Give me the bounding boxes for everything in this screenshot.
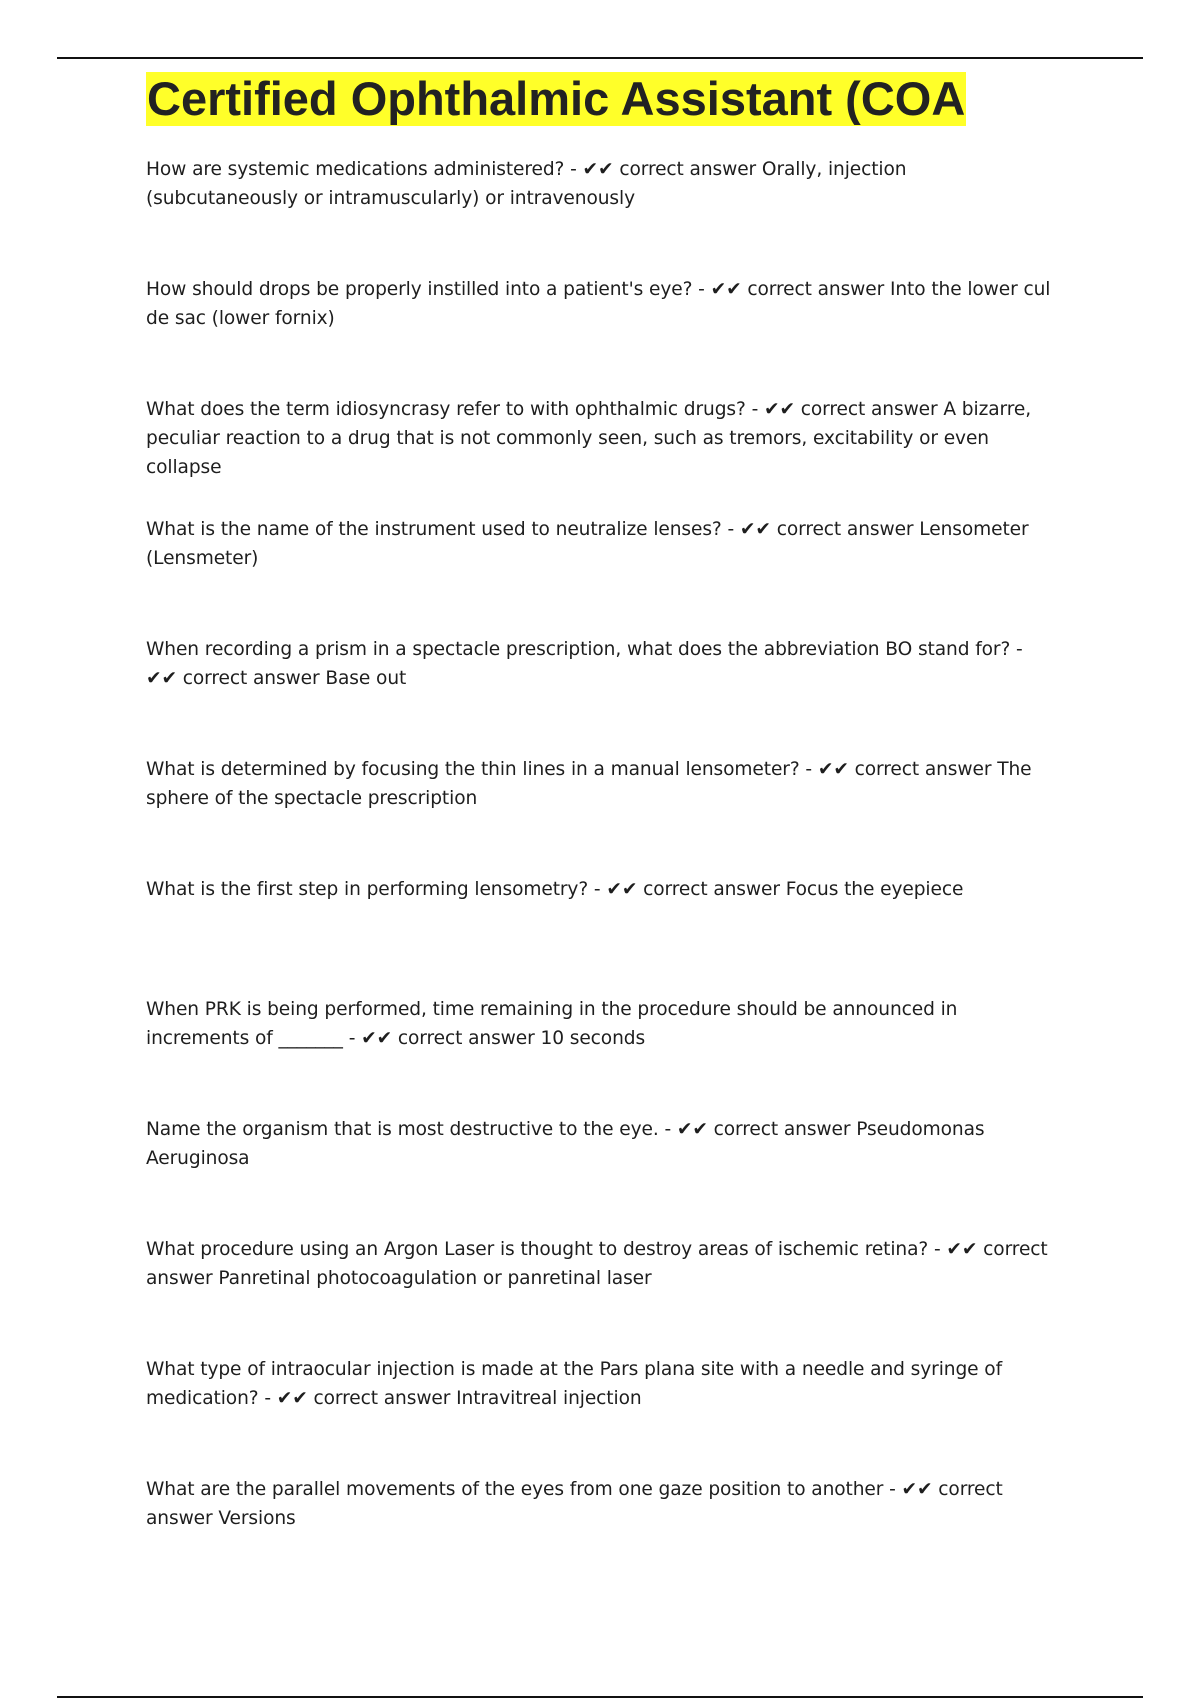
qa-item xyxy=(146,1475,1056,1595)
answer-text: Orally, injection (subcutaneously or intramuscularly) or intravenously xyxy=(146,159,907,209)
answer-separator: - ✔✔ correct answer xyxy=(258,1388,457,1409)
answer-text: Pseudomonas Aeruginosa xyxy=(146,1119,985,1169)
qa-item xyxy=(146,1235,1056,1355)
question-text: What is the first step in performing lensometry? xyxy=(146,879,589,900)
footer-rule xyxy=(57,1696,1143,1698)
title-block xyxy=(146,72,966,126)
qa-item xyxy=(146,395,1056,515)
answer-separator: - ✔✔ correct answer xyxy=(564,159,762,180)
answer-separator: - ✔✔ correct answer xyxy=(146,639,1023,689)
qa-item xyxy=(146,635,1056,755)
question-text: What is determined by focusing the thin lines in a manual lensometer? xyxy=(146,759,800,780)
qa-item xyxy=(146,995,1056,1115)
question-text: When PRK is being performed, time remaining in the procedure should be announced in increments of _______ xyxy=(146,999,958,1049)
answer-text: Lensometer (Lensmeter) xyxy=(146,519,1029,569)
question-text: What does the term idiosyncrasy refer to with ophthalmic drugs? xyxy=(146,399,746,420)
answer-text: The sphere of the spectacle prescription xyxy=(146,759,1032,809)
qa-item xyxy=(146,515,1056,635)
question-text: What type of intraocular injection is made at the Pars plana site with a needle and syringe of medication? xyxy=(146,1359,1003,1409)
question-text: When recording a prism in a spectacle prescription, what does the abbreviation BO stand for? xyxy=(146,639,1011,660)
question-text: Name the organism that is most destructive to the eye. xyxy=(146,1119,659,1140)
answer-text: Versions xyxy=(218,1508,296,1529)
question-text: What is the name of the instrument used to neutralize lenses? xyxy=(146,519,722,540)
answer-text: Into the lower cul de sac (lower fornix) xyxy=(146,279,1051,329)
qa-item xyxy=(146,875,1056,995)
answer-separator: - ✔✔ correct answer xyxy=(799,759,998,780)
answer-text: Panretinal photocoagulation or panretinal laser xyxy=(218,1268,652,1289)
answer-text: Focus the eyepiece xyxy=(785,879,964,900)
header-rule xyxy=(57,57,1143,59)
answer-separator: - ✔✔ correct answer xyxy=(146,1479,1003,1529)
answer-text: Intravitreal injection xyxy=(456,1388,642,1409)
answer-text: 10 seconds xyxy=(540,1028,646,1049)
question-text: What procedure using an Argon Laser is thought to destroy areas of ischemic retina? xyxy=(146,1239,929,1260)
answer-text: A bizarre, peculiar reaction to a drug that is not commonly seen, such as tremors, excitability or even collapse xyxy=(146,399,1032,478)
answer-text: Base out xyxy=(325,668,407,689)
answer-separator: - ✔✔ correct answer xyxy=(721,519,920,540)
qa-list xyxy=(146,155,1056,1595)
answer-separator: - ✔✔ correct answer xyxy=(342,1028,541,1049)
qa-item xyxy=(146,155,1056,275)
answer-separator: - ✔✔ correct answer xyxy=(146,1239,1048,1289)
qa-item xyxy=(146,1355,1056,1475)
question-text: What are the parallel movements of the eyes from one gaze position to another xyxy=(146,1479,884,1500)
qa-item xyxy=(146,755,1056,875)
answer-separator: - ✔✔ correct answer xyxy=(745,399,944,420)
qa-item xyxy=(146,1115,1056,1235)
question-text: How should drops be properly instilled into a patient's eye? xyxy=(146,279,693,300)
document-title: Certified Ophthalmic Assistant (COA xyxy=(147,72,966,125)
answer-separator: - ✔✔ correct answer xyxy=(658,1119,857,1140)
answer-separator: - ✔✔ correct answer xyxy=(588,879,786,900)
question-text: How are systemic medications administered? xyxy=(146,159,565,180)
qa-item xyxy=(146,275,1056,395)
answer-separator: - ✔✔ correct answer xyxy=(692,279,890,300)
